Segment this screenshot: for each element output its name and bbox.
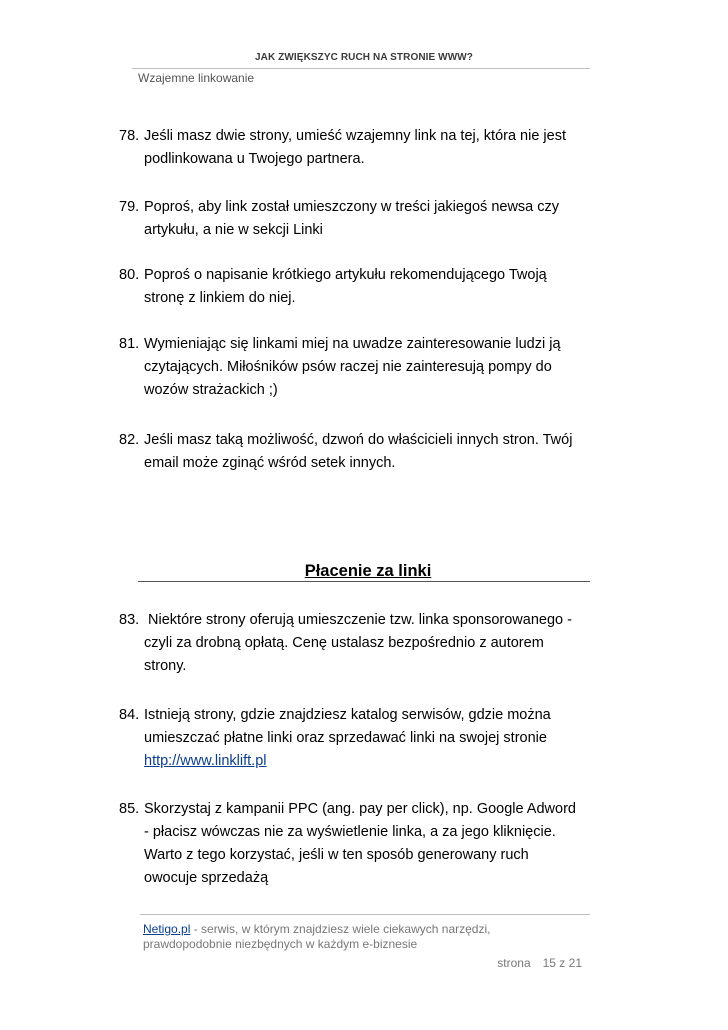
item-text-line: stronę z linkiem do niej.	[144, 290, 296, 306]
footer-line-1-text: - serwis, w którym znajdziesz wiele ciekawych narzędzi,	[190, 922, 491, 936]
item-text-line: Poproś o napisanie krótkiego artykułu rekomendującego Twoją	[144, 267, 547, 283]
item-text-line: artykułu, a nie w sekcji Linki	[144, 222, 323, 238]
item-text-line: wozów strażackich ;)	[144, 382, 278, 398]
item-text-line: czytających. Miłośników psów raczej nie zainteresują pompy do	[144, 359, 552, 375]
item-number: 80.	[119, 267, 140, 283]
list-item	[119, 333, 594, 402]
page-label: strona	[497, 956, 531, 970]
section-label: Wzajemne linkowanie	[138, 71, 255, 85]
item-text-line: Poproś, aby link został umieszczony w treści jakiegoś newsa czy	[144, 199, 560, 215]
item-text-line: owocuje sprzedażą	[144, 870, 269, 886]
item-number: 82.	[119, 432, 140, 448]
linklift-link[interactable]: http://www.linklift.pl	[144, 753, 267, 769]
footer-line-2: prawdopodobnie niezbędnych w każdym e-biznesie	[143, 937, 418, 951]
header-divider	[132, 68, 590, 69]
list-item	[119, 609, 594, 678]
item-text-line: Wymieniając się linkami miej na uwadze zainteresowanie ludzi ją	[144, 336, 561, 352]
item-text-line: Warto z tego korzystać, jeśli w ten sposób generowany ruch	[144, 847, 529, 863]
section-heading: Płacenie za linki	[304, 562, 432, 580]
item-number: 85.	[119, 801, 140, 817]
list-item	[119, 125, 594, 171]
page-number	[497, 956, 582, 970]
footer-text	[143, 922, 583, 952]
item-link-line	[119, 750, 594, 773]
item-number: 78.	[119, 128, 140, 144]
item-text-line: strony.	[144, 658, 187, 674]
list-item	[119, 429, 594, 475]
item-text-line: podlinkowana u Twojego partnera.	[144, 151, 365, 167]
item-text-line: umieszczać płatne linki oraz sprzedawać linki na swojej stronie	[144, 730, 547, 746]
item-text-line: Skorzystaj z kampanii PPC (ang. pay per click), np. Google Adword	[144, 801, 576, 817]
item-number: 84.	[119, 707, 140, 723]
netigo-link[interactable]: Netigo.pl	[143, 922, 191, 936]
item-text-line: Jeśli masz taką możliwość, dzwoń do właścicieli innych stron. Twój	[144, 432, 573, 448]
item-number: 83.	[119, 612, 140, 628]
footer-line-1	[143, 922, 583, 937]
list-item	[119, 264, 594, 310]
running-title: JAK ZWIĘKSZYC RUCH NA STRONIE WWW?	[254, 52, 473, 63]
page-count: 15 z 21	[542, 956, 582, 970]
item-text-line: email może zginąć wśród setek innych.	[144, 455, 396, 471]
item-text-line: Jeśli masz dwie strony, umieść wzajemny link na tej, która nie jest	[144, 128, 566, 144]
item-text-line: Niektóre strony oferują umieszczenie tzw. linka sponsorowanego -	[144, 612, 572, 628]
footer-divider	[140, 914, 590, 915]
list-item	[119, 196, 594, 242]
list-item	[119, 798, 594, 890]
item-number: 79.	[119, 199, 140, 215]
section-heading-divider	[138, 581, 590, 582]
item-text-line: czyli za drobną opłatą. Cenę ustalasz bezpośrednio z autorem	[144, 635, 544, 651]
item-text-line: Istnieją strony, gdzie znajdziesz katalog serwisów, gdzie można	[144, 707, 551, 723]
list-item	[119, 704, 594, 773]
item-number: 81.	[119, 336, 140, 352]
item-text-line: - płacisz wówczas nie za wyświetlenie linka, a za jego kliknięcie.	[144, 824, 556, 840]
